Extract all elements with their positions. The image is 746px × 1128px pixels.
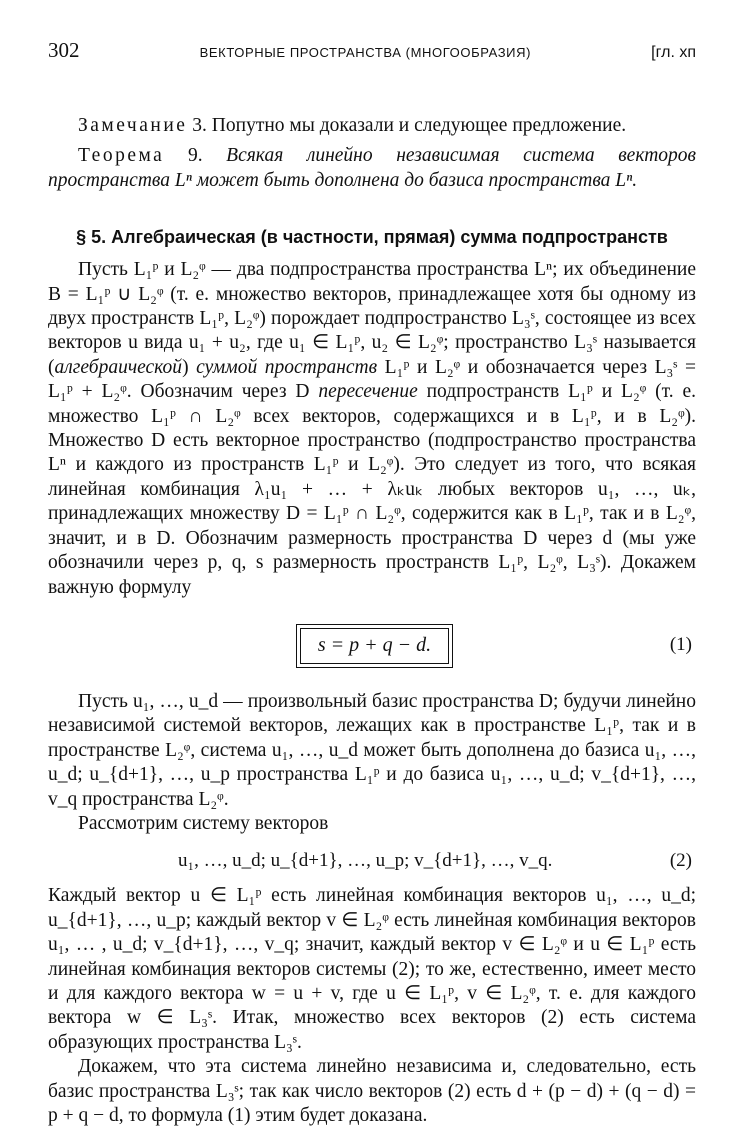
- equation-number-2: (2): [669, 850, 692, 872]
- formula-2: [48, 844, 696, 884]
- theorem-label: Теорема: [78, 145, 165, 167]
- vector-system: u₁, …, u_d; u_{d+1}, …, u_p; v_{d+1}, …, v_q.: [178, 850, 553, 872]
- page-number: 302: [48, 38, 80, 62]
- text-run: подпространств L₁ᵖ и L₂ᵠ (т. е. множество L₁ᵖ ∩ L₂ᵠ всех векторов, содержащихся и в L₁ᵖ, и в L₂ᵠ). Множество D есть векторное пространство (подпространство пространства Lⁿ и каждого из пространств L₁ᵖ и L₂ᵠ). Это следует из того, что всякая линейная комбинация λ₁u₁ + … + λₖuₖ любых векторов u₁, …, uₖ, принадлежащих множеству D = L₁ᵖ ∩ L₂ᵠ, содержится как в L₁ᵖ, так и в L₂ᵠ, значит, и в D. Обозначим размерность пространства D через d (мы уже обозначили через p, q, s размерность пространств L₁ᵖ, L₂ᵠ, L₃ˢ). Докажем важную формулу: [48, 381, 696, 598]
- equation-number-1: (1): [669, 633, 692, 655]
- page-header: [48, 38, 696, 78]
- remark-text: 3. Попутно мы доказали и следующее предложение.: [187, 115, 627, 136]
- emphasis-algebraic: алгебраической: [54, 356, 183, 378]
- remark-paragraph: [48, 114, 696, 138]
- paragraph-conclusion: Докажем, что эта система линейно независима и, следовательно, есть базис пространства L₃ˢ; так как число векторов (2) есть d + (p − d) + (q − d) = p + q − d, то формула (1) этим будет доказана.: [48, 1056, 696, 1126]
- paragraph-consider: Рассмотрим систему векторов: [78, 812, 329, 834]
- paragraph-spanning: Каждый вектор u ∈ L₁ᵖ есть линейная комбинация векторов u₁, …, u_d; u_{d+1}, …, u_p; каждый вектор v ∈ L₂ᵠ есть линейная комбинация векторов u₁, … , u_d; v_{d+1}, …, v_q; значит, каждый вектор v ∈ L₂ᵠ и u ∈ L₁ᵖ есть линейная комбинация векторов системы (2); то же, естественно, имеет место и для каждого вектора w = u + v, где u ∈ L₁ᵖ, v ∈ L₂ᵠ, т. е. для каждого вектора w ∈ L₃ˢ. Итак, множество всех векторов (2) есть система образующих пространства L₃ˢ.: [48, 885, 697, 1053]
- text-run: Пусть L₁ᵖ и L₂ᵠ — два подпространства пространства Lⁿ; их объединение B = L₁ᵖ ∪ L₂ᵠ (т. е. множество векторов, принадлежащее хотя бы одному из двух пространств L₁ᵖ, L₂ᵠ) порождает подпространство L₃ˢ, состоящее из всех векторов u вида u₁ + u₂, где u₁ ∈ L₁ᵖ, u₂ ∈ L₂ᵠ; пространство L₃ˢ называется (: [48, 259, 696, 378]
- theorem-number: 9.: [164, 145, 227, 167]
- theorem-paragraph: [48, 144, 696, 193]
- text-run: ): [182, 356, 197, 378]
- formula-1: [48, 616, 696, 680]
- paragraph-basis: Пусть u₁, …, u_d — произвольный базис пространства D; будучи линейно независимой системой векторов, лежащих как в пространстве L₁ᵖ, так и в пространстве L₂ᵠ, система u₁, …, u_d может быть дополнена до базиса u₁, …, u_d; u_{d+1}, …, u_p пространства L₁ᵖ и до базиса u₁, …, u_d; v_{d+1}, …, v_q пространства L₂ᵠ.: [48, 690, 696, 810]
- running-title: ВЕКТОРНЫЕ ПРОСТРАНСТВА (МНОГООБРАЗИЯ): [199, 45, 532, 60]
- chapter-marker: [гл. хп: [651, 44, 696, 61]
- section-title: § 5. Алгебраическая (в частности, прямая) сумма подпространств: [76, 227, 668, 248]
- text-run: L₁ᵖ и L₂ᵠ и обозначается через L₃ˢ = L₁ᵖ + L₂ᵠ. Обозначим через D: [48, 356, 696, 403]
- paragraph-definitions: [48, 258, 696, 600]
- remark-label: Замечание: [78, 115, 188, 136]
- theorem-text: Всякая линейно независимая система векторов пространства Lⁿ может быть дополнена до базиса пространства Lⁿ.: [48, 145, 696, 191]
- emphasis-sum: суммой пространств: [196, 356, 378, 378]
- boxed-formula: s = p + q − d.: [296, 624, 453, 668]
- emphasis-intersection: пересечение: [318, 381, 418, 403]
